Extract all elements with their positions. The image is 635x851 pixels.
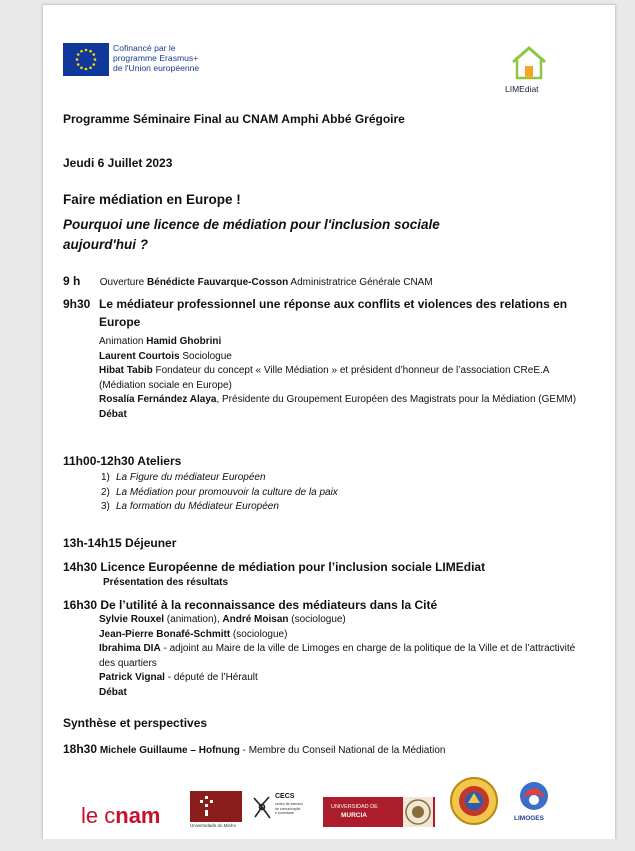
- limoges-label: LIMOGES: [514, 815, 544, 822]
- house-icon: [509, 44, 549, 82]
- ateliers-list: [101, 471, 338, 515]
- murcia-crest-icon: [403, 797, 433, 827]
- eu-text-line: Cofinancé par le: [113, 43, 176, 53]
- list-number: 1): [101, 472, 110, 483]
- speaker-line: [99, 613, 577, 628]
- debat-label: Débat: [99, 686, 127, 698]
- bottom-scroll-area: [0, 839, 635, 851]
- partner-logos: [81, 773, 591, 833]
- speaker-name: Hamid Ghobrini: [146, 336, 222, 347]
- cecs-label: CECS: [275, 793, 295, 800]
- cecs-sub-line: centro de estudos: [275, 802, 303, 806]
- cnam-logo: [81, 803, 161, 829]
- speaker-role: - député de l’Hérault: [164, 672, 258, 683]
- minho-label: Universidade do Minho: [190, 823, 237, 828]
- speaker-role: Sociologue: [179, 350, 232, 362]
- minho-emblem-icon: [190, 791, 242, 822]
- cecs-emblem-icon: [251, 793, 273, 823]
- speaker-name: André Moisan: [222, 614, 289, 625]
- limediat-logo: [505, 44, 553, 96]
- document-page: [42, 4, 616, 841]
- list-text: La Figure du médiateur Européen: [116, 472, 266, 483]
- speaker-name: Bénédicte Fauvarque-Cosson: [147, 277, 289, 288]
- session-text: Ouverture: [99, 277, 148, 288]
- synthese-heading: Synthèse et perspectives: [63, 716, 208, 730]
- cnam-logo-text: le c: [81, 803, 116, 828]
- speaker-role: - Membre du Conseil National de la Médiation: [239, 745, 446, 756]
- speaker-name: Michele Guillaume – Hofnung: [99, 745, 240, 756]
- speaker-role: (sociologue): [230, 628, 288, 640]
- speaker-line: [99, 642, 577, 671]
- limoges-logo: [513, 781, 555, 831]
- list-number: 2): [101, 486, 110, 498]
- eu-text-line: de l'Union européenne: [113, 63, 200, 73]
- debat-label: Débat: [99, 408, 127, 420]
- speaker-role: Animation: [99, 336, 147, 347]
- speaker-line: [99, 350, 579, 365]
- ateliers-heading: 11h00-12h30 Ateliers: [63, 454, 182, 468]
- session-930-title: Le médiateur professionnel une réponse aux conflits et violences des relations en Europe: [99, 297, 568, 329]
- session-1630-title: 16h30 De l’utilité à la reconnaissance des médiateurs dans la Cité: [63, 598, 438, 612]
- murcia-logo: [323, 797, 435, 827]
- main-subtitle: Pourquoi une licence de médiation pour l'inclusion sociale aujourd'hui ?: [63, 217, 440, 252]
- speaker-name: Rosalía Fernández Alaya: [99, 394, 217, 405]
- speaker-role: Fondateur du concept « Ville Médiation » et président d’honneur de l’association CReE.A (Médiation sociale en Europe): [99, 365, 549, 391]
- erasmus-logo: [63, 43, 213, 83]
- eu-text-line: programme Erasmus+: [113, 53, 199, 63]
- date-heading: Jeudi 6 Juillet 2023: [63, 156, 173, 170]
- seal-icon: [450, 777, 498, 825]
- session-930-speakers: [99, 335, 579, 422]
- speaker-name: Jean-Pierre Bonafé-Schmitt: [99, 628, 231, 640]
- list-number: 3): [101, 501, 110, 512]
- seal-logo: [450, 777, 498, 825]
- session-930-time: 9h30: [63, 297, 91, 311]
- list-item: [101, 471, 338, 486]
- session-1430-title: 14h30 Licence Européenne de médiation pour l’inclusion sociale LIMEdiat: [63, 560, 486, 574]
- eu-flag-icon: [63, 43, 109, 76]
- main-title: Faire médiation en Europe !: [63, 192, 241, 207]
- limediat-label: LIMEdiat: [505, 84, 539, 94]
- eu-cofinance-text: [113, 43, 199, 73]
- session-text: Administratrice Générale CNAM: [288, 277, 433, 288]
- dejeuner-heading: 13h-14h15 Déjeuner: [63, 536, 177, 550]
- speaker-role: , Présidente du Groupement Européen des Magistrats pour la Médiation (GEMM): [216, 394, 577, 405]
- speaker-role: - adjoint au Maire de la ville de Limoges en charge de la politique de la Ville et de l’attractivité des quartiers: [99, 643, 576, 669]
- session-time: 18h30: [63, 742, 98, 756]
- speaker-line: [99, 671, 577, 686]
- cecs-sub-line: de comunicação: [275, 806, 301, 811]
- session-1630-speakers: [99, 613, 577, 700]
- speaker-role: (animation),: [164, 614, 223, 625]
- speaker-name: Hibat Tabib: [99, 365, 153, 376]
- minho-logo: [190, 791, 242, 822]
- session-1430-sub: Présentation des résultats: [103, 577, 229, 588]
- murcia-label: MURCIA: [341, 812, 367, 819]
- speaker-line: [99, 335, 579, 350]
- murcia-label: UNIVERSIDAD DE: [331, 804, 378, 810]
- programme-heading: Programme Séminaire Final au CNAM Amphi Abbé Grégoire: [63, 112, 405, 126]
- speaker-line: [99, 393, 579, 408]
- speaker-line: [99, 364, 579, 393]
- speaker-name: Patrick Vignal: [99, 672, 165, 683]
- session-9h: [63, 274, 433, 288]
- cecs-logo: [251, 791, 311, 827]
- limoges-emblem-icon: [513, 781, 555, 815]
- cnam-logo-text: nam: [115, 803, 161, 828]
- speaker-name: Sylvie Rouxel: [99, 614, 165, 625]
- list-item: [101, 500, 338, 515]
- cecs-sub-line: e sociedade: [275, 811, 294, 815]
- session-time: 9 h: [63, 274, 81, 288]
- session-1830: [63, 742, 446, 756]
- speaker-role: (sociologue): [288, 614, 346, 625]
- speaker-name: Laurent Courtois: [99, 350, 180, 362]
- list-text: La formation du Médiateur Européen: [116, 501, 279, 512]
- speaker-line: [99, 628, 577, 643]
- cecs-sub: [275, 802, 303, 816]
- list-text: La Médiation pour promouvoir la culture de la paix: [116, 486, 338, 498]
- speaker-name: Ibrahima DIA: [99, 643, 161, 654]
- list-item: [101, 486, 338, 501]
